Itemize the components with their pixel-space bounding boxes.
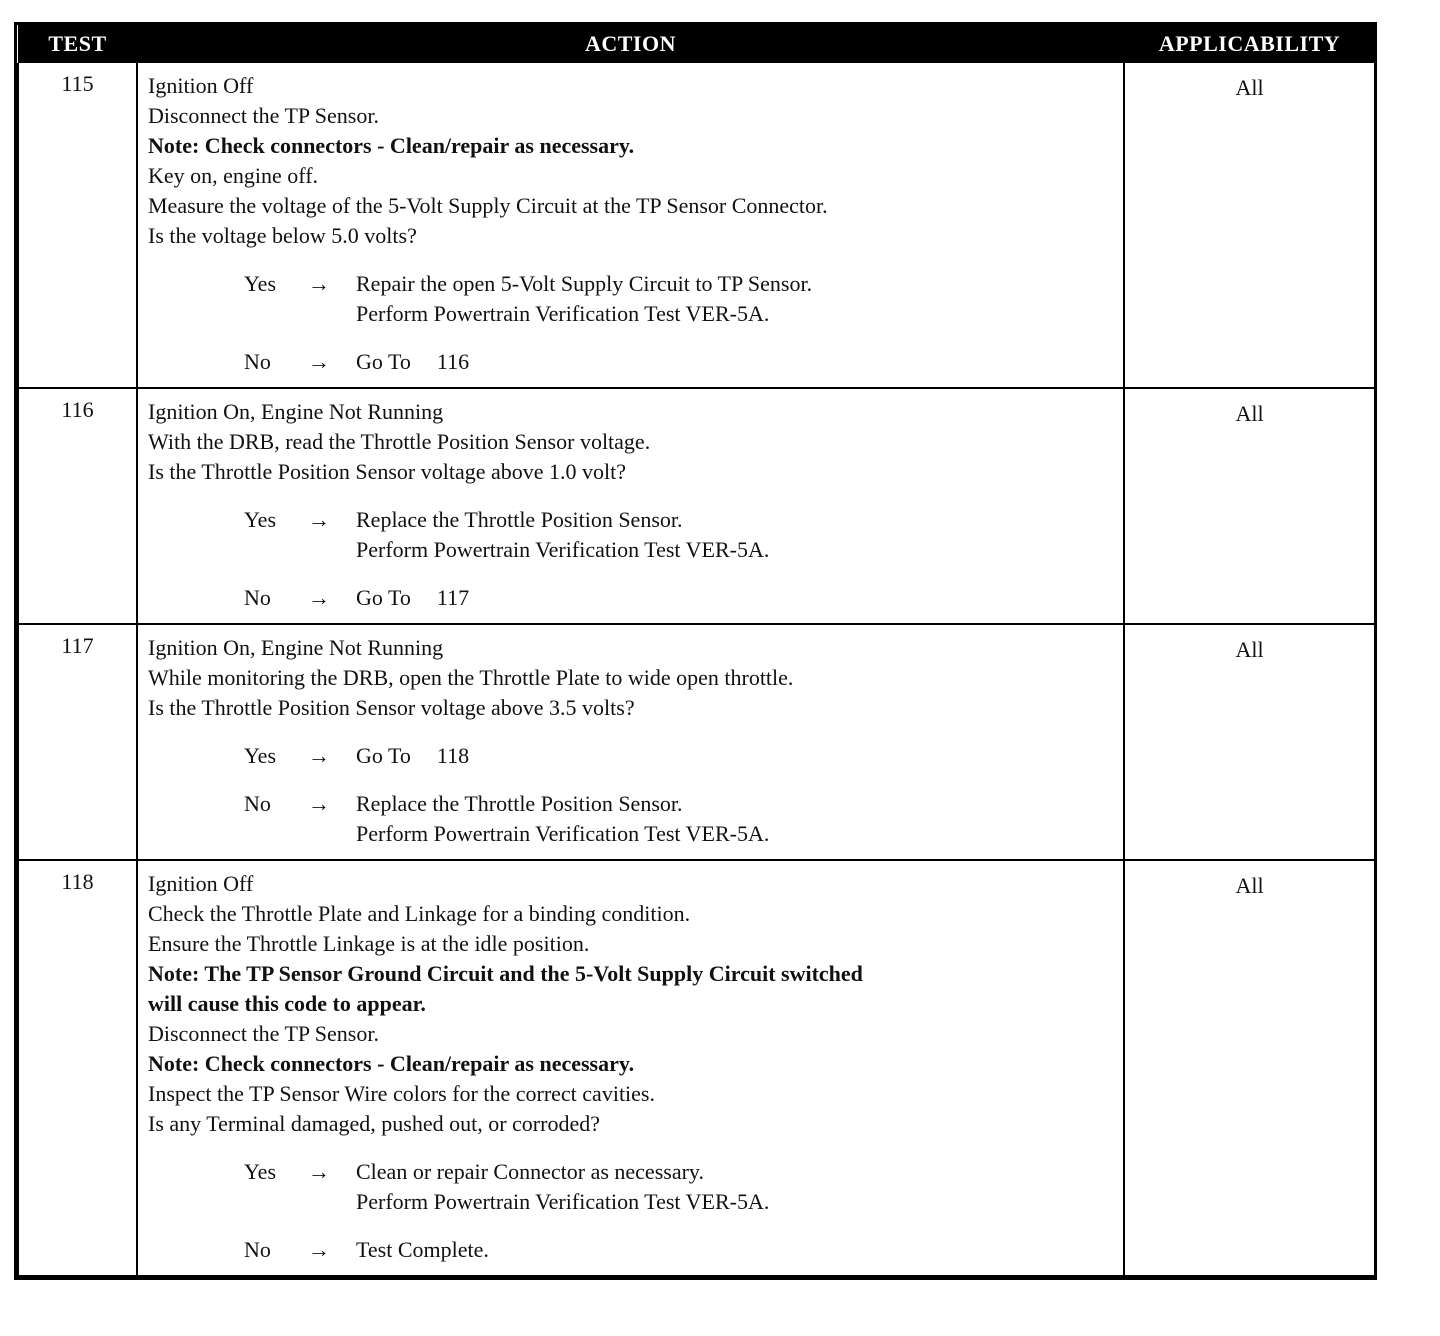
answer-line: Repair the open 5-Volt Supply Circuit to TP Sensor. — [356, 271, 813, 296]
action-line: Inspect the TP Sensor Wire colors for the correct cavities. — [148, 1081, 655, 1106]
answer-label: Yes — [244, 1159, 277, 1184]
answer-list — [148, 741, 1115, 849]
test-number: 116 — [18, 388, 137, 624]
goto-test-number: 117 — [436, 585, 470, 610]
answer-label: Yes — [244, 507, 277, 532]
header-applicability: APPLICABILITY — [1124, 25, 1375, 63]
action-cell — [137, 63, 1124, 388]
action-line: Ignition On, Engine Not Running — [148, 399, 444, 424]
answer-yes — [244, 505, 1115, 565]
answer-body — [344, 347, 469, 377]
action-cell — [137, 860, 1124, 1276]
answer-body — [344, 1235, 489, 1265]
table-header — [18, 25, 1375, 63]
answer-label: No — [244, 585, 271, 610]
goto-test-number: 118 — [436, 743, 470, 768]
applicability: All — [1124, 624, 1375, 860]
answer-body — [344, 741, 469, 771]
answer-body — [344, 583, 469, 613]
test-number: 115 — [18, 63, 137, 388]
answer-yes — [244, 741, 1115, 771]
action-note: will cause this code to appear. — [148, 991, 426, 1016]
action-line: Ignition Off — [148, 73, 254, 98]
answer-list — [148, 505, 1115, 613]
action-line: Is the Throttle Position Sensor voltage above 1.0 volt? — [148, 459, 627, 484]
table-row — [18, 860, 1375, 1276]
test-number: 117 — [18, 624, 137, 860]
answer-body — [344, 789, 769, 849]
action-line: With the DRB, read the Throttle Position Sensor voltage. — [148, 429, 651, 454]
answer-list — [148, 1157, 1115, 1265]
action-line: While monitoring the DRB, open the Throttle Plate to wide open throttle. — [148, 665, 794, 690]
answer-line: Replace the Throttle Position Sensor. — [356, 791, 683, 816]
table-row — [18, 63, 1375, 388]
goto-label: Go To — [356, 349, 411, 374]
action-line: Ignition On, Engine Not Running — [148, 635, 444, 660]
action-line: Disconnect the TP Sensor. — [148, 103, 379, 128]
answer-body — [344, 1157, 769, 1217]
test-table — [17, 25, 1376, 1277]
answer-line: Perform Powertrain Verification Test VER-5A. — [356, 1189, 770, 1214]
arrow-right-icon: → — [308, 1237, 330, 1262]
action-line: Is any Terminal damaged, pushed out, or corroded? — [148, 1111, 600, 1136]
action-note: Note: Check connectors - Clean/repair as necessary. — [148, 1051, 635, 1076]
answer-line: Replace the Throttle Position Sensor. — [356, 507, 683, 532]
goto-label: Go To — [356, 585, 411, 610]
answer-line: Test Complete. — [356, 1237, 489, 1262]
answer-label: No — [244, 349, 271, 374]
answer-yes — [244, 269, 1115, 329]
applicability: All — [1124, 388, 1375, 624]
answer-list — [148, 269, 1115, 377]
action-note: Note: Check connectors - Clean/repair as necessary. — [148, 133, 635, 158]
arrow-right-icon: → — [308, 585, 330, 610]
action-cell — [137, 388, 1124, 624]
arrow-right-icon: → — [308, 507, 330, 532]
answer-label: Yes — [244, 271, 277, 296]
answer-label: No — [244, 791, 271, 816]
table-row — [18, 388, 1375, 624]
table-body — [18, 63, 1375, 1276]
action-line: Is the voltage below 5.0 volts? — [148, 223, 417, 248]
action-note: Note: The TP Sensor Ground Circuit and the 5-Volt Supply Circuit switched — [148, 961, 863, 986]
answer-line: Clean or repair Connector as necessary. — [356, 1159, 704, 1184]
table-row — [18, 624, 1375, 860]
header-action: ACTION — [137, 25, 1124, 63]
action-line: Measure the voltage of the 5-Volt Supply Circuit at the TP Sensor Connector. — [148, 193, 828, 218]
answer-no — [244, 583, 1115, 613]
action-cell — [137, 624, 1124, 860]
goto-line — [356, 583, 469, 613]
diagnostic-test-table — [14, 22, 1377, 1280]
arrow-right-icon: → — [308, 1159, 330, 1184]
answer-yes — [244, 1157, 1115, 1217]
answer-label: Yes — [244, 743, 277, 768]
arrow-right-icon: → — [308, 743, 330, 768]
answer-body — [344, 505, 769, 565]
arrow-right-icon: → — [308, 271, 330, 296]
applicability: All — [1124, 860, 1375, 1276]
goto-test-number: 116 — [436, 349, 470, 374]
answer-body — [344, 269, 812, 329]
goto-line — [356, 347, 469, 377]
answer-line: Perform Powertrain Verification Test VER-5A. — [356, 821, 770, 846]
answer-line: Perform Powertrain Verification Test VER-5A. — [356, 301, 770, 326]
answer-no — [244, 1235, 1115, 1265]
arrow-right-icon: → — [308, 349, 330, 374]
answer-label: No — [244, 1237, 271, 1262]
answer-line: Perform Powertrain Verification Test VER-5A. — [356, 537, 770, 562]
test-number: 118 — [18, 860, 137, 1276]
goto-label: Go To — [356, 743, 411, 768]
action-line: Key on, engine off. — [148, 163, 319, 188]
applicability: All — [1124, 63, 1375, 388]
action-line: Is the Throttle Position Sensor voltage above 3.5 volts? — [148, 695, 635, 720]
action-line: Check the Throttle Plate and Linkage for a binding condition. — [148, 901, 691, 926]
action-line: Ignition Off — [148, 871, 254, 896]
answer-no — [244, 347, 1115, 377]
action-line: Disconnect the TP Sensor. — [148, 1021, 379, 1046]
header-test: TEST — [18, 25, 137, 63]
arrow-right-icon: → — [308, 791, 330, 816]
goto-line — [356, 741, 469, 771]
action-line: Ensure the Throttle Linkage is at the idle position. — [148, 931, 590, 956]
answer-no — [244, 789, 1115, 849]
